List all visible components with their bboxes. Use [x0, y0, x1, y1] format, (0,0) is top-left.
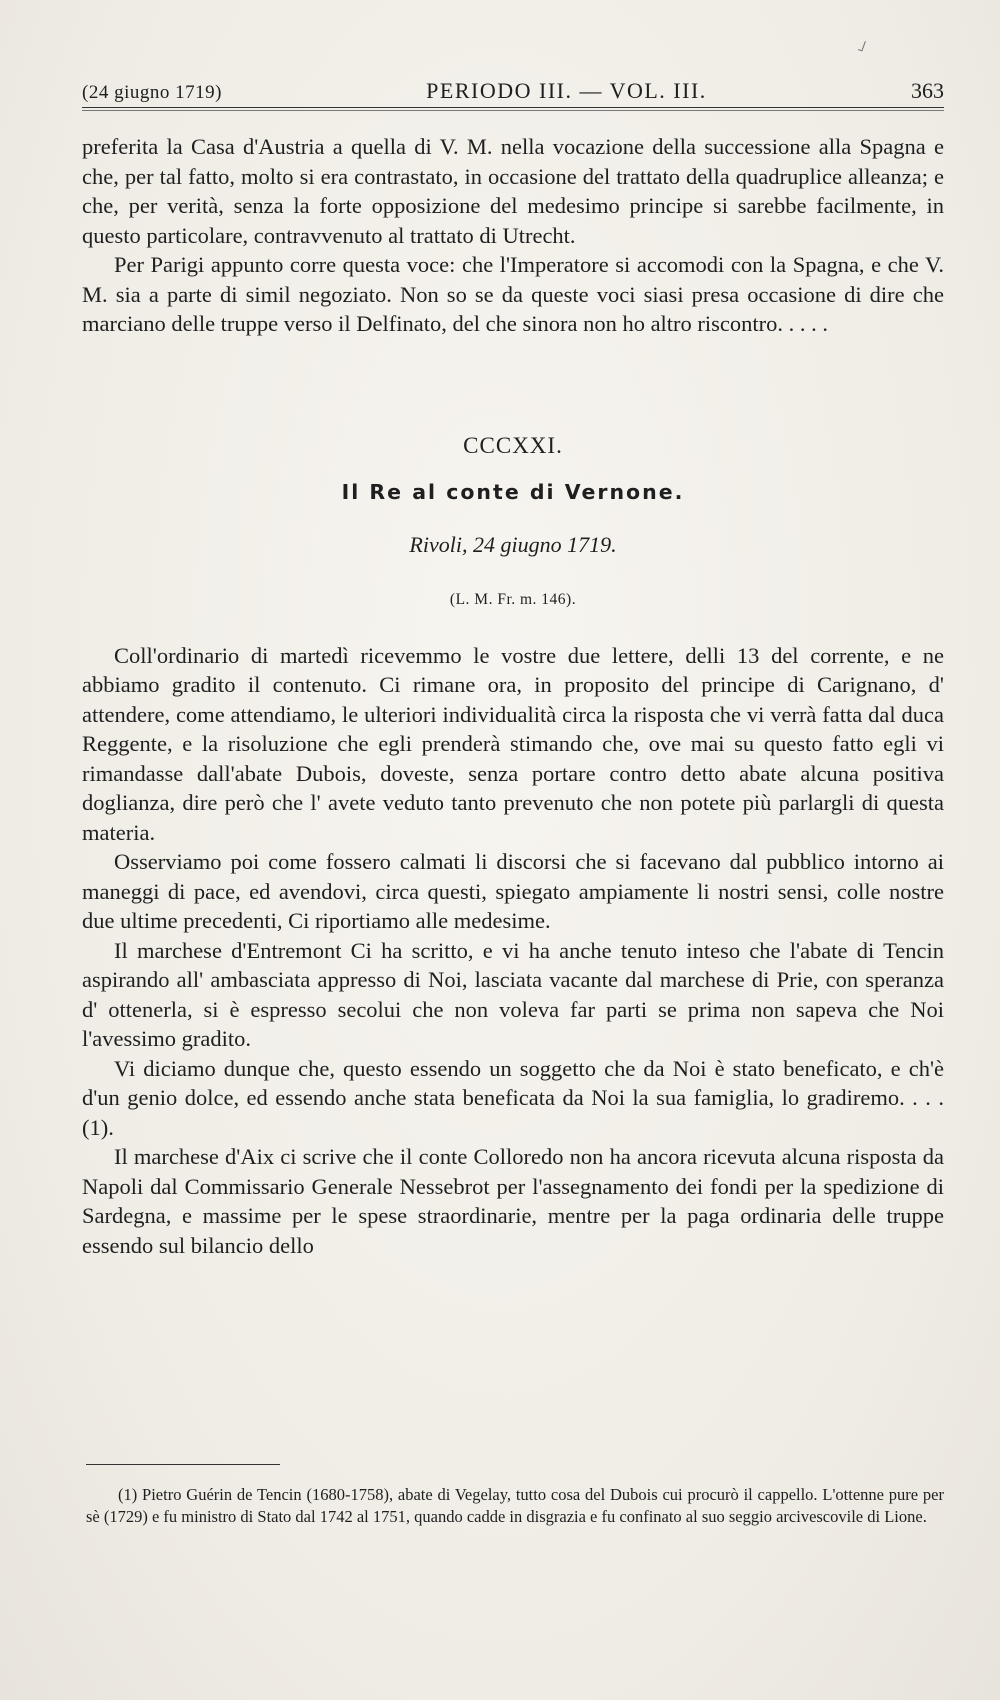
footnote-rule: [86, 1464, 280, 1465]
body-paragraph: preferita la Casa d'Austria a quella di V. M. nella vocazione della successione alla Spagna e che, per tal fatto, molto si era contrastato, in occasione del trattato della quadruplice alleanza; e che, per verità, senza la forte opposizione del medesimo principe si sarebbe facilmente, in questo particolare, contravvenuto al trattato di Utrecht.: [82, 134, 944, 248]
letter-title: Il Re al conte di Vernone.: [341, 480, 685, 504]
margin-pencil-mark: ˩: [854, 35, 869, 56]
footnote-text: (1) Pietro Guérin de Tencin (1680-1758), abate di Vegelay, tutto cosa del Dubois cui procurò il cappello. L'ottenne pure per sè (1729) e fu ministro di Stato dal 1742 al 1751, quando cadde in disgrazia e fu confinato al suo seggio arcivescovile di Lione.: [86, 1485, 944, 1526]
letter-number: CCCXXI.: [463, 432, 563, 458]
header-date: (24 giugno 1719): [82, 82, 222, 103]
letter-paragraph: Coll'ordinario di martedì ricevemmo le vostre due lettere, delli 13 del corrente, e ne abbiamo gradito il contenuto. Ci rimane ora, in proposito del principe di Carignano, d' attendere, come attendiamo, le ulteriori individualità circa la risposta che vi verrà fatta dal duca Reggente, e la risoluzione che egli prenderà stimando che, ove mai su questo fatto egli vi rimandasse dall'abate Dubois, doveste, senza portare contro detto abate alcuna positiva doglianza, dire però che l' avete veduto tanto prevenuto che non potete più parlargli di questa materia.: [82, 642, 944, 845]
header-rule: [82, 107, 944, 108]
letter-reference: (L. M. Fr. m. 146).: [449, 591, 577, 608]
footnote: [86, 1484, 944, 1528]
letter-place-date: Rivoli, 24 giugno 1719.: [409, 531, 617, 557]
running-header: [82, 64, 944, 104]
letter-paragraph: Vi diciamo dunque che, questo essendo un soggetto che da Noi è stato beneficato, e ch'è d'un genio dolce, ed essendo anche stata beneficata da Noi la sua famiglia, lo gradiremo. . . . (1).: [82, 1055, 944, 1140]
page-body: [82, 132, 944, 1260]
page-number: 363: [911, 78, 944, 103]
body-paragraph: Per Parigi appunto corre questa voce: che l'Imperatore si accomodi con la Spagna, e che V. M. sia a parte di simil negoziato. Non so se da queste voci siasi presa occasione di dire che marciano delle truppe verso il Delfinato, del che sinora non ho altro riscontro. . . . .: [82, 252, 944, 336]
header-rule-secondary: [82, 110, 944, 111]
letter-paragraph: Il marchese d'Entremont Ci ha scritto, e vi ha anche tenuto inteso che l'abate di Tencin aspirando all' ambasciata appresso di Noi, lasciata vacante dal marchese di Prie, con speranza d' ottenerla, si è espresso secolui che non voleva far parti se prima non sapeva che Noi l'avessimo gradito.: [82, 937, 944, 1051]
letter-paragraph: Il marchese d'Aix ci scrive che il conte Colloredo non ha ancora ricevuta alcuna risposta da Napoli dal Commissario Generale Nessebrot per l'assegnamento dei fondi per la spedizione di Sardegna, e massime per le spese straordinarie, mentre per la paga ordinaria delle truppe essendo sul bilancio dello: [82, 1144, 944, 1258]
header-title: PERIODO III. — VOL. III.: [426, 78, 707, 103]
letter-paragraph: Osserviamo poi come fossero calmati li discorsi che si facevano dal pubblico intorno ai maneggi di pace, ed avendovi, circa questi, spiegato ampiamente li nostri sensi, colle nostre due ultime precedenti, Ci riportiamo alle medesime.: [82, 849, 944, 933]
letter-body: [82, 641, 944, 1261]
